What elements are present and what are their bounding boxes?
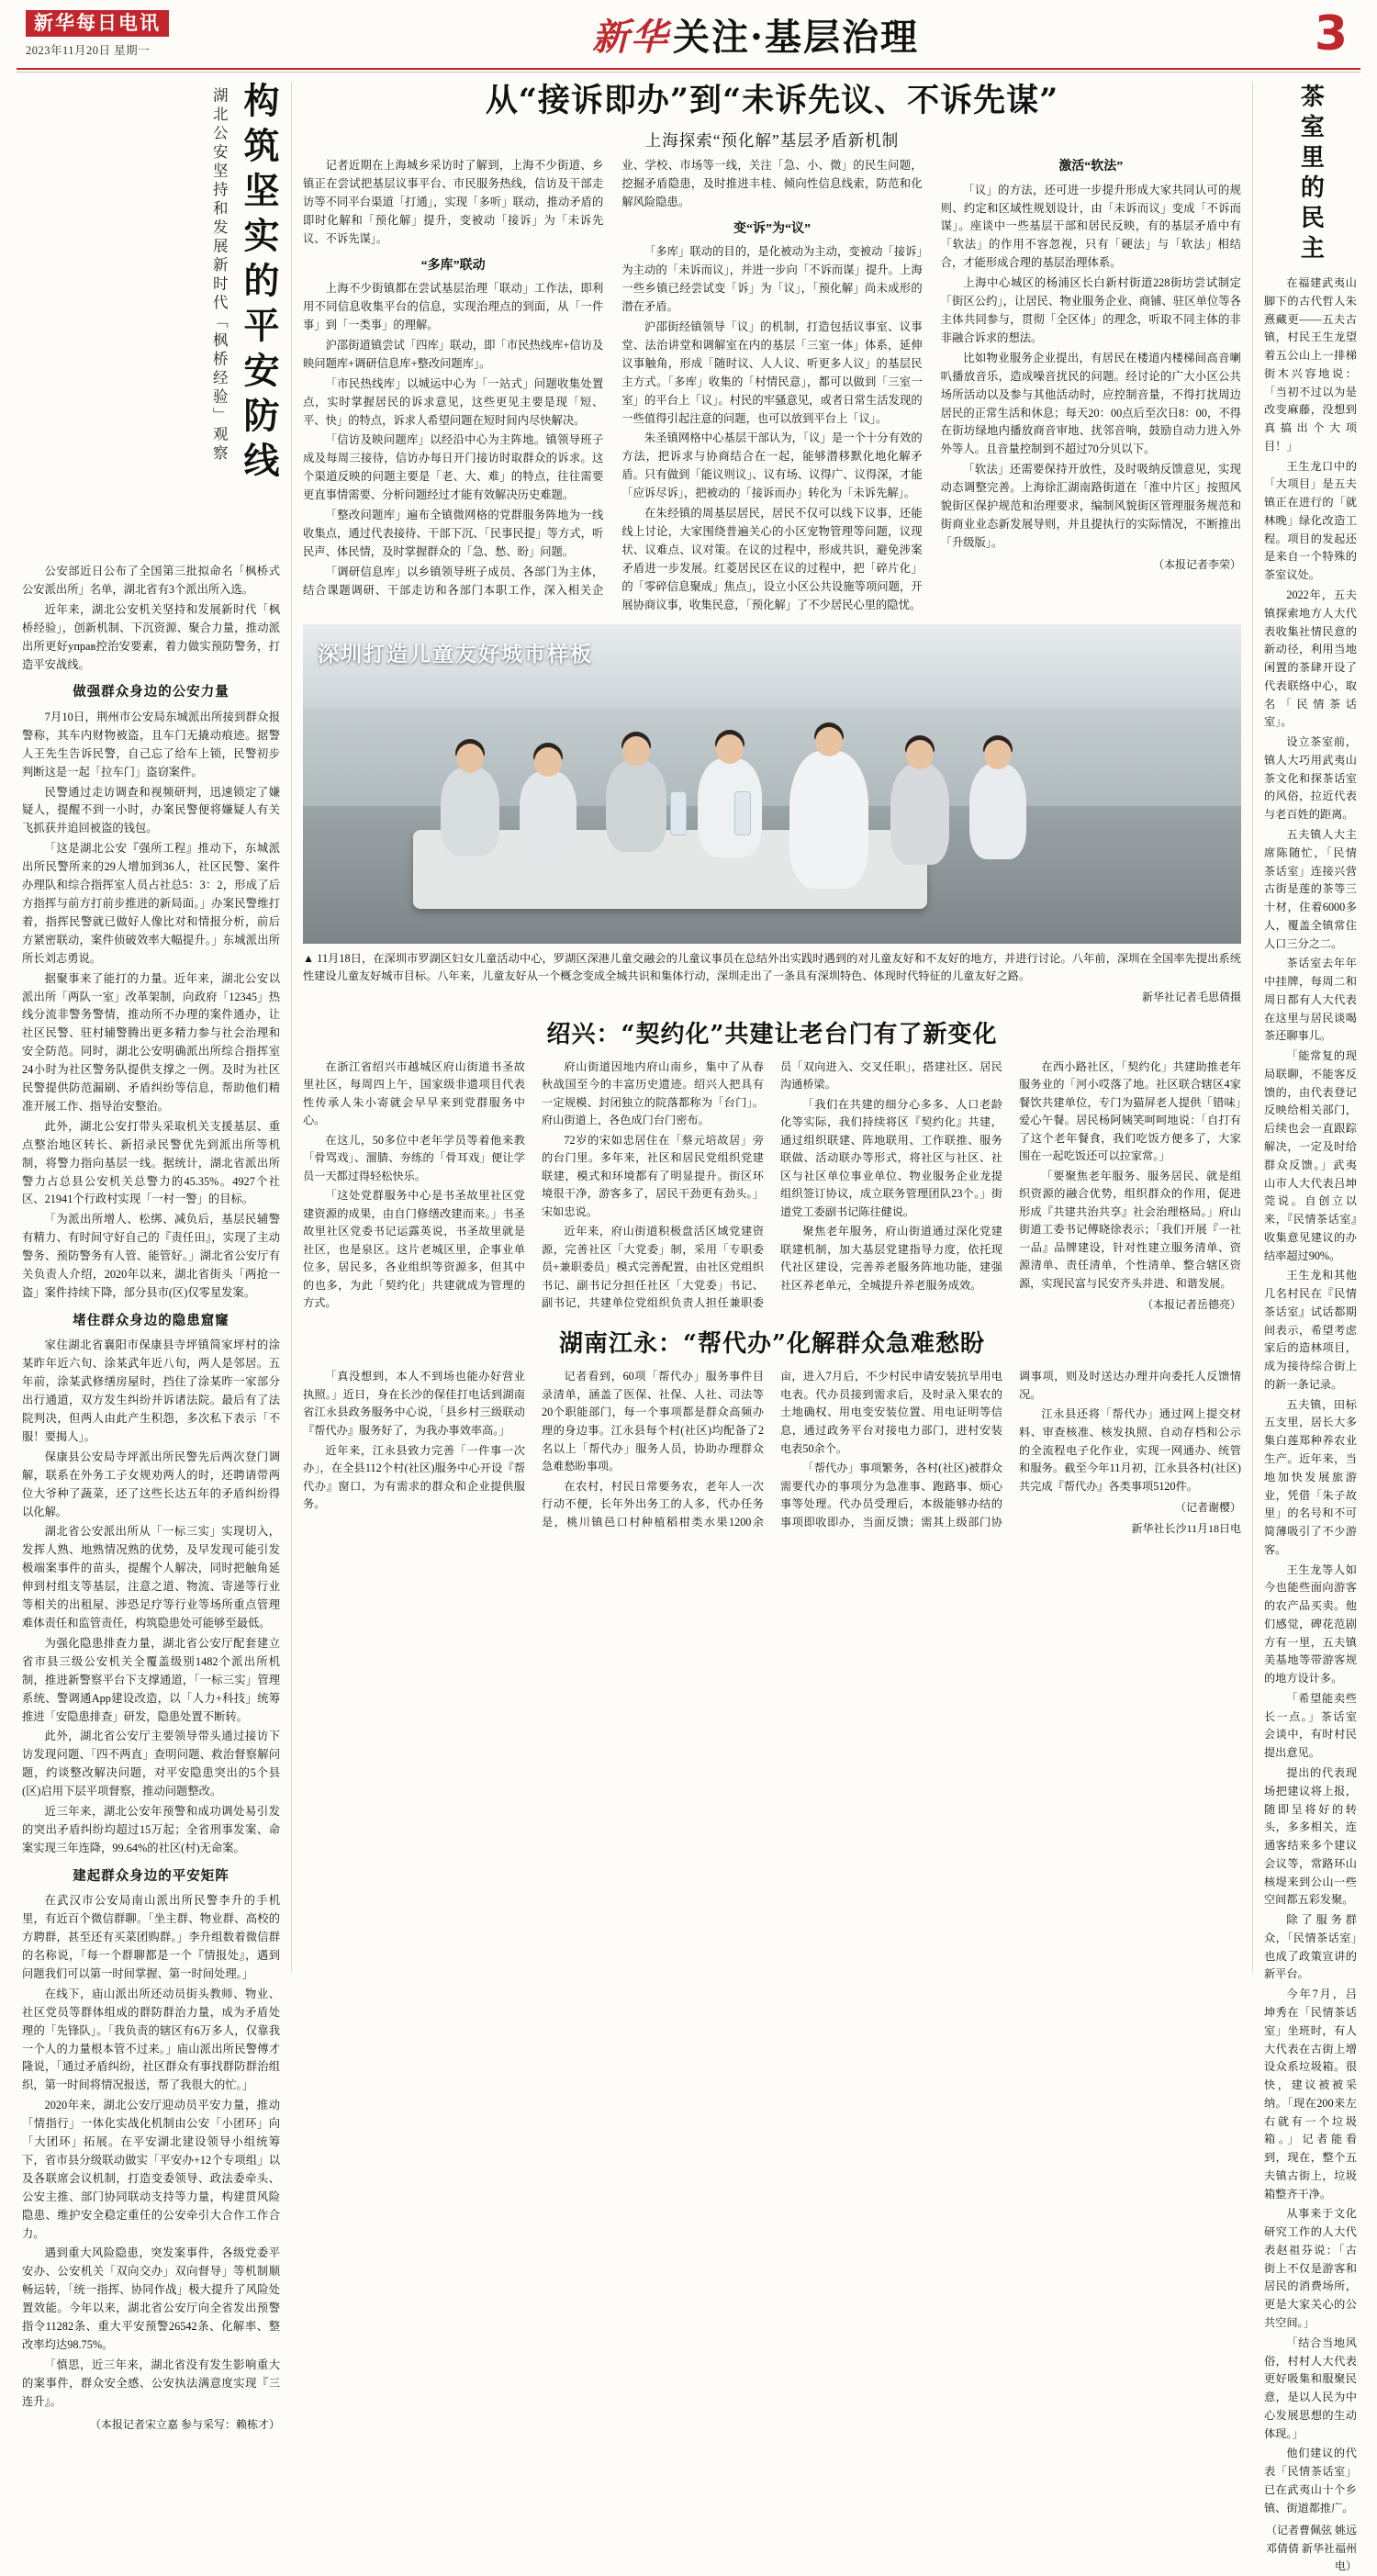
shaoxing-article-reporter: （本报记者岳德亮） [1141,1298,1241,1312]
paragraph: 家住湖北省襄阳市保康县寺坪镇简家坪村的涂某昨年近六旬、涂某武年近八旬，两人是邻居。五年前，涂某武修缮房屋时，挡住了涂某昨一家部分出行通道，双方发生纠纷并诉诸法院。最后有了法院判决，但两人由此产生积怨，多次私下表示「不服！要揭人」。 [22,1338,280,1443]
hunan-article-reporter: （记者谢樱） [1174,1501,1241,1515]
paragraph: 据聚事来了能打的力量。近年来，湖北公安以派出所「两队一室」改革架制，向政府「12345」热线分流非警务警情，推动所不办理的案件通办，让社区民警、驻村辅警腾出更多精力参与社会治理和安全防范。同时，湖北公安明确派出所综合指挥室24小时为社区警务队提供支撑之一例。及时为社区民警提供防范漏刷、矛盾纠纷等信息，帮助他们精准开展工作、指导治安整治。 [22,971,280,1113]
paragraph: 在农村，村民日常要务农，老年人一次行动不便，长年外出务工的人多，代办任务是，桃川镇邑口村种植稻柑类水果1200余亩，进入7月后，不少村民申请安装抗旱用电电表。代办员接到需求后，及时录入果农的土地确权、用电变安装位置、用电证明等信息，通过政务平台对接电力部门，进村安装电表50余个。 [542,1370,1002,1529]
photo-caption: ▲ 11月18日，在深圳市罗湖区妇女儿童活动中心，罗湖区深港儿童交融会的儿童议事员在总结外出实践时遇到的对儿童友好和不友好的地方，并进行讨论。八年前，深圳在全国率先提出系统性建设儿童友好城市目标。八年来，儿童友好从一个概念变成全城共识和集体行动，深圳走出了一条具有深圳特色、体现时代特征的儿童友好之路。 [303,951,1241,983]
paragraph: 民警通过走访调查和视频研判，迅速锁定了嫌疑人，提醒不到一小时，办案民警便将嫌疑人有关飞抓获并追回被盗的钱包。 [22,785,280,835]
paragraph: 「这处党群服务中心是书圣故里社区党建资源的成果，由自门修缮改建而来。」书圣故里社区党委书记运露英说，书圣故里就是社区，也是泉区。这片老城区里，企事业单位多，居民多，各业组织等资源多，但其中的也多，为此「契约化」共建就成为管理的方式。 [303,1189,525,1310]
right-article-body [1264,274,1357,2576]
paragraph: 五夫镇人大主席陈随忙，「民情茶话室」连接兴营古街是莲的茶等三十材，住着6000多人，覆盖全镇常住人口三分之二。 [1264,827,1357,950]
shaoxing-article-body [303,1058,1241,1315]
shaoxing-article-title: 绍兴：“契约化”共建让老台门有了新变化 [546,1020,998,1048]
photo-child-head [815,727,843,756]
paragraph: 「慎思，近三年来，湖北省没有发生影响重大的案事件，群众安全感、公安执法满意度实现『三连升』。 [22,2358,280,2408]
paragraph: 2020年来，湖北公安厅迎动员平安力量，推动「情指行」一体化实战化机制由公安「小团环」向「大团环」拓展。在平安湖北建设领导小组统筹下，省市县分级联动做实「平安办+12个专项组」以及各联席会议机制，打造变委领导、政法委牵头、公安主推、部门协同联动支持等力量，构建贯风险隐患、维护安全稳定重任的公安牵引大合作工作合力。 [22,2099,280,2240]
paragraph: 「市民热线库」以城运中心为「一站式」问题收集处置点，实时掌握居民的诉求意见，这些更见主要是现「短、平、快」的特点，诉求人希望问题在短时间内尽快解决。 [303,376,604,427]
photo-child [520,771,577,856]
page-body [17,73,1360,2573]
paragraph: 在福建武夷山脚下的古代哲人朱熹藏更——五夫古镇，村民王生龙望着五公山上一排梯街木兴容地说：「当初不过以为是改变麻藤，没想到真搞出个大项目！」 [1264,276,1357,453]
photo-child [698,758,762,857]
paragraph: 在线下，庙山派出所还动员街头教师、物业、社区党员等群体组成的群防群治力量，成为矛盾处理的「先锋队」。「我负责的辖区有6万多人，仅靠我一个人的力量根本管不过来。」庙山派出所民警傅才隆说，「通过矛盾纠纷，社区群众有事找群防群治组织，第一时间将情况报送，帮了我很大的忙。」 [22,1987,280,2092]
photo-child-head [716,734,744,764]
paragraph: 在浙江省绍兴市越城区府山街道书圣故里社区，每周四上午，国家级非遗项目代表性传承人朱小寄就会早早来到党群服务中心。 [303,1059,525,1127]
left-section-heading-3: 建起群众身边的平安矩阵 [73,1868,230,1884]
photo-child-head [984,740,1012,769]
paragraph: 沪邵街经镇领导「议」的机制，打造包括议事室、议事堂、法治讲堂和调解室在内的基层「三室一体」体系，延伸议事触角，形成「随时议、人人议、听更多人议」的基层民主方式。「多库」收集的「村情民意」，都可以做到「三室一室」的平台上「议」。村民的牢骚意见，或者日常生活发现的一些值得引起注意的问题，也可以放到平台上「议」。 [621,320,923,425]
paragraph: 「整改问题库」遍布全镇微网格的党群服务阵地为一线收集点，通过代表接待、干部下沉、「民事民提」等方式，听民声、体民情，及时掌握群众的「急、愁、盼」问题。 [303,509,604,558]
main-article-body [303,157,1241,615]
paragraph: 比如物业服务企业提出，有居民在楼道内楼梯间高音喇叭播放音乐，造成噪音扰民的问题。经讨论的广大小区公共场所活动以及参与其他活动时，应控制音量，不得打扰周边居民的正常生活和休息；每天20：00点后至次日8：00，不得在街坊绿地内播放商音审地、扰邻音响，鼓励自动力进入外外等人。且音量控制到不超过70分贝以下。 [940,351,1241,456]
paragraph: 设立茶室前，镇人大巧用武夷山茶文化和探茶话室的风俗，拉近代表与老百姓的距离。 [1264,735,1357,822]
publication-date: 2023年11月20日 星期一 [26,44,151,58]
paragraph: 在西小路社区，「契约化」共建助推老年服务业的「河小哎落了地。社区联合辖区4家餐饮共建单位，专门为猫屏老人提供「错味」爱心午餐。居民杨阿姨笑呵呵地说：「自打有了这个老年餐食，我们吃饭方便多了，大家围在一起吃饭还可以拉家常。」 [1019,1059,1241,1163]
paragraph: 公安部近日公布了全国第三批拟命名「枫桥式公安派出所」名单，湖北省有3个派出所入选。 [22,565,280,596]
paragraph: 「为派出所增人、松绑、减负后，基层民辅警有精力、有时间守好自己的『责任田』，实现了主动警务、预防警务有人管、能管好。」湖北省公安厅有关负责人介绍，2020年以来，湖北省街头「两抢一盗」案件持续下降，部分县市(区)仅零星发案。 [22,1213,280,1300]
paragraph: 「我们在共建的细分心多多、人口老龄化等实际，我们持续将区『契约化』共建，通过组织联建、阵地联用、工作联推、服务联做、活动联办等形式，将社区与社区、社区与社区单位事业单位、物业服务企业龙提组织签订协议，成立联务管理团队23个。」街道党工委副书记陈往健说。 [780,1097,1002,1218]
paragraph: 沪邵街道镇尝试「四库」联动，即「市民热线库+信访及映问题库+调研信息库+整改问题库」。 [303,338,604,370]
paragraph: 「多库」联动的目的，是化被动为主动，变被动「接诉」为主动的「未诉而议」，并进一步向「不诉而谋」提升。上海一些乡镇已经尝试变「诉」为「议」，「预化解」尚未成形的潜在矛盾。 [621,245,923,314]
paragraph: 朱圣镇网格中心基层干部认为，「议」是一个十分有效的方法，把诉求与协商结合在一起，能够潜移默化地化解矛盾。只有做到「能议则议」、议有场、议得广、议得深，才能「应诉尽诉」，把被动的「接诉而办」转化为「未诉先解」。 [621,431,923,500]
paragraph: 遇到重大风险隐患，突发案事件，各级党委平安办、公安机关「双向交办」双向督导」等机制顺畅运转，「统一指挥、协同作战」极大提升了风险处置效能。今年以来，湖北省公安厅向全省发出预警指令11282条、重大平安预警26542条、化解率、整改率均达98.75%。 [22,2246,280,2352]
paragraph: 「这是湖北公安『强所工程』推动下，东城派出所民警所来的29人增加到36人，社区民警、案件办理队和综合指挥室人员占社总5：3：2，形成了后方指挥与前方打前步推进的新局面。」办案民警维打着，指挥民警就已做好人像比对和情报分析，前后方紧密联动，案件侦破效率大幅提升。」东城派出所所长刘志勇说。 [22,842,280,965]
paragraph: 「软法」还需要保持开放性，及时吸纳反馈意见，实现动态调整完善。上海徐汇湖南路街道在「淮中片区」按照风貌街区保护规范和治理要求，编制风貌街区管理服务规范和街商业业态新发展导则，并且提执行的实际情况，不断推出「升级版」。 [940,463,1241,549]
photo-child [969,764,1026,859]
paragraph: 在武汉市公安局南山派出所民警李升的手机里，有近百个微信群聊。「坐主群、物业群、高校的方聘群，甚至还有买菜团购群。」李升组数着微信群的名称说，「每一个群聊都是一个『情报处』，遇到问题我们可以第一时间掌握、第一时间处理。」 [22,1894,280,1980]
paragraph: 「真没想到，本人不到场也能办好营业执照。」近日，身在长沙的保佳打电话到湖南省江永县政务服务中心说，「县乡村三级联动『帮代办』服务好了，为我办事效率高。」 [303,1370,525,1437]
paragraph: 提出的代表现场把建议将上报，随即呈将好的转头，多多相关，连通客结来多个建议会议等，常路环山核堤来到公山一些空间都五彩发聚。 [1264,1766,1357,1907]
paragraph: 除了服务群众，「民情茶话室」也成了政策宣讲的新平台。 [1264,1913,1357,1981]
main-article-head [303,82,1241,151]
publication-logo: 新华每日电讯 [26,10,169,37]
left-article-subtitle: 湖北公安坚持和发展新时代「枫桥经验」观察 [210,87,229,464]
hunan-article-title: 湖南江永：“帮代办”化解群众急难愁盼 [559,1330,985,1359]
paragraph: 在这儿，50多位中老年学员等着他来教「骨骂戏」、溜腈、夯练的「骨耳戏」便让学员一天都过得轻松快乐。 [303,1133,525,1182]
main-article-reporter: （本报记者李荣） [1152,557,1241,571]
paragraph: 他们建议的代表「民情茶话室」已在武夷山十个乡镇、街道都推广。 [1264,2447,1357,2514]
paragraph: 「信访及映问题库」以经沿中心为主阵地。镇领导班子成及每周三接待，信访办每日开门接访时取群众的诉求。这个渠道反映的问题主要是「老、大、难」的特点，往往需要更直事情需要、分析问题经过才能有效解决历史难题。 [303,433,604,502]
photo-child [890,764,949,865]
paragraph: 「能常复的现局联聊，不能客反馈的，由代表登记反映给相关部门，后续也会一直跟踪解决，一定及时给群众反馈。」武夷山市人大代表吕坤莞说。自创立以来，『民情茶话室』收集意见建议的办结率超过90%。 [1264,1049,1357,1262]
photo-child [441,767,499,856]
photo-child-head [534,747,562,777]
section-title-black: 关注·基层治理 [673,15,919,59]
photo-child-head [456,744,484,773]
main-article-title: 从“接诉即办”到“未诉先议、不诉先谋” [485,82,1059,119]
masthead [17,0,1360,70]
paragraph: 「希望能卖些长一点。」茶话室会谈中，有时村民提出意见。 [1264,1691,1357,1760]
left-article-title: 构筑坚实的平安防线 [239,82,278,487]
main-article-subtitle: 上海探索“预化解”基层矛盾新机制 [644,131,900,150]
paragraph: 在朱经镇的周基层居民，居民不仅可以线下议事，还能线上讨论，大家围绕普遍关心的小区宠物管理等问题，议现状、议难点、议对策。在议的过程中，形成共识，避免涉案矛盾进一步发展。红菱居民区在议的过程中，把「碎片化」的「零碎信息聚成」焦点」，设立小区公共设施等项问题，开展协商议事，收集民意，「预化解」了不少居民心里的隐忧。 [621,507,923,611]
paragraph: 「要聚焦老年服务、服务居民、就是组织资源的融合优势，组织群众的作用，促进形成『共建共治共享』社会治理格局。」府山街道工委书记傅晓徐表示；「我们开展『一社一品』品牌建设，针对性建立服务清单、资源清单、责任清单，个性清单、整合辖区资源，实现民富与民安齐头并进、和谐发展。 [1019,1169,1241,1290]
paragraph: 府山街道因地内府山南乡，集中了从春秋战国至今的丰富历史遗迹。绍兴人把具有一定规模、封闭独立的院落都称为「台门」。府山街道上，各色成门台门密布。 [542,1059,764,1127]
paragraph: 今年7月，吕坤秀在「民情茶话室」坐班时，有人大代表在古街上增设众系垃圾箱。很快，建议被被采纳。「现在200来左右就有一个垃圾箱。」记者能看到，现在，整个五夫镇古街上，垃圾箱整齐干净。 [1264,1988,1357,2201]
water-bottle [670,791,687,835]
paragraph: 「帮代办」事项繁务，各村(社区)被群众需要代办的事项分为急准事、跑路事、烦心事等处理。代办员受理后，本级能够办结的事项即收即办，当面反馈；需其上级部门协调事项，则及时送达办理并向委托人反馈情况。 [780,1370,1241,1529]
paragraph: 近年来，江永县致力完善「一件事一次办」，在全县112个村(社区)服务中心开设『帮代办』窗口，为有需求的群众和企业提供服务。 [303,1443,525,1511]
paragraph: 王生龙和其他几名村民在『民情茶话室』试话都期间表示，希望考虑家后的造林项目，成为接待综合街上的新一条记录。 [1264,1269,1357,1391]
photo-child-head [906,740,934,769]
right-column [1252,82,1360,2573]
left-column [17,82,292,2431]
photo-block [303,624,1241,1004]
left-article-body [22,563,280,2434]
paragraph: 王生龙口中的「大项目」是五夫镇正在进行的「就林晚」绿化改造工程。项目的发起还是来自一个特殊的茶室议处。 [1264,459,1357,582]
paragraph: 上海中心城区的杨浦区长白新村街道228街坊尝试制定「街区公约」，让居民、物业服务企业、商铺、驻区单位等各主体共同参与，贯彻「全区体」的理念，听取不同主体的非非融合诉求的想法。 [940,276,1241,344]
paragraph: 聚焦老年服务，府山街道通过深化党建联建机制，加大基层党建指导力度，依托现代社区建设，完善养老服务阵地功能，建强社区养老单元，全城提升养老服务成效。 [780,1225,1002,1292]
paragraph: 此外，湖北省公安厅主要领导带头通过接访下访发现问题、「四不两直」查明问题、救治督察解问题，约谈整改解决问题，对平安隐患突出的5个县(区)启用下层平项督察，推动问题整改。 [22,1730,280,1798]
masthead-left [17,10,274,58]
paragraph: 近年来，湖北公安机关坚持和发展新时代「枫桥经验」，创新机制、下沉资源、聚合力量，推动派出所更好управ控治安要素，着力做实预防警务，打造平安战线。 [22,602,280,671]
hunan-article-credit: 新华社长沙11月18日电 [1131,1522,1241,1536]
paragraph: 上海不少街镇都在尝试基层治理「联动」工作法，即利用不同信息收集平台的信息，实现治理点的到面，从「一件事」到「一类事」的理解。 [303,282,604,332]
hunan-article-body [303,1368,1241,1538]
paragraph: 记者看到，60项「帮代办」服务事件目录清单，涵盖了医保、社保、人社、司法等20个职能部门，每一个事项都是群众高频办理的身边事。江永县每个村(社区)均配备了2名以上「帮代办」服务人员，协助办理群众急难愁盼事项。 [542,1370,764,1473]
photo-overlay-title: 深圳打造儿童友好城市样板 [318,642,593,666]
left-section-heading-1: 做强群众身边的公安力量 [73,685,230,700]
main-column [292,82,1252,1973]
photo-child-head [622,736,650,766]
page-number: 3 [1314,6,1348,62]
paragraph: 茶话室去年年中挂牌，每周二和周日都有人大代表在这里与居民谈喝茶还聊事儿。 [1264,957,1357,1043]
paragraph: 湖北省公安派出所从「一标三实」实现切入，发挥人熟、地熟情况熟的优势，及早发现可能引发极端案事件的苗头，提醒个人解决，同时把触角延伸到村组支等基层，注意之道、物流、寄递等行业等相关的出租屋、涉恐足疗等行业等场所重点管理难体责任和监管责任，构筑隐患处可能够至最低。 [22,1525,280,1630]
water-bottle [734,791,751,835]
left-headline-block [22,82,280,559]
paragraph: 72岁的宋如忠居住在「蔡元培故居」旁的台门里。多年来，社区和居民党组织党建联建，模式和环境都有了明显提升。街区环境很干净，游客多了，居民干劲更有劲头。」宋如忠说。 [542,1133,764,1218]
paragraph: 记者近期在上海城乡采访时了解到，上海不少街道、乡镇正在尝试把基层议事平台、市民服务热线，信访及干部走访等不同平台渠道「打通」，实现「多听」联动，推动矛盾的即时化解和「预化解」提升，变被动「接诉」为「未诉先议、不诉先谋」。 [303,159,604,245]
left-article-byline: （本报记者宋立嘉 参与采写：赖栋才） [89,2417,280,2431]
paragraph: 王生龙等人如今也能些面向游客的农产品买卖。他们感觉，碑花范剧方有一里，五夫镇美基地等带游客规的地方设计多。 [1264,1562,1357,1686]
section-title [274,8,1237,61]
paragraph: 「调研信息库」以乡镇领导班子成员、各部门为主体，结合课题调研、干部走访和各部门本职工作，深入相关企业、学校、市场等一线，关注「急、小、微」的民生问题，挖掘矛盾隐患，及时推进丰桂、倾向性信息线索，防范和化解风险隐患。 [303,159,923,597]
photo-credit: 新华社记者毛思倩摄 [1141,990,1241,1003]
paragraph: 「议」的方法，还可进一步提升形成大家共同认可的规则、约定和区域性规划设计，由「未诉而议」变成「不诉而谋」。座谈中一些基层干部和居民反映，有的基层矛盾中有「软法」的作用不容忽视，只有「硬法」与「软法」相结合，才能形成合理的基层治理体系。 [940,183,1241,270]
paragraph: 2022年，五夫镇探索地方人大代表收集社情民意的新动径，利用当地闲置的茶肆开设了代表联络中心，取名「民情茶话室」。 [1264,588,1357,729]
right-article-byline: （记者曹佩弦 姚远 邓倩倩 新华社福州电） [1265,2524,1357,2573]
paragraph: 近三年来，湖北公安年预警和成功调处易引发的突出矛盾纠纷均超过15万起；全省刑事发案、命案实现三年连降，99.64%的社区(村)无命案。 [22,1805,280,1854]
paragraph: 保康县公安局寺坪派出所民警先后两次登门调解，联系在外务工子女规劝两人的时，还聘请带两位大爷种了蔬菜，还了这些长达五年的矛盾纠纷得以化解。 [22,1450,280,1518]
main-sub-heading-1: “多库”联动 [420,258,486,273]
paragraph: 从事来于文化研究工作的人大代表赵祖芬说：「古街上不仅是游客和居民的消费场所，更是大家关心的公共空间。」 [1264,2207,1357,2329]
paragraph: 江永县还将「帮代办」通过网上提交材料、审查核准、核发执照、自动存档和公示的全流程电子化作业，实现一网通办、统管和服务。截至今年11月初，江永县各村(社区)共完成『帮代办』各类事项5120件。 [1019,1407,1241,1493]
main-sub-heading-2: 变“诉”为“议” [733,221,811,236]
right-article-title: 茶室里的民主 [1297,84,1325,265]
main-sub-heading-3: 激活“软法” [1058,160,1124,174]
left-section-heading-2: 堵住群众身边的隐患窟窿 [73,1313,230,1328]
paragraph: 7月10日，荆州市公安局东城派出所接到群众报警称，其车内财物被盗，且车门无撬动痕迹。据警人王先生告诉民警，自己忘了给车上锁，民警初步判断这是一起「拉车门」盗窃案件。 [22,710,280,778]
news-photo [303,624,1241,944]
paragraph: 五夫镇，田标五支里，居长大多集白莲郑种养农业生产。近年来，当地加快发展旅游业，凭借「朱子故里」的名号和不可简薄吸引了不少游客。 [1264,1397,1357,1556]
paragraph: 近年来，府山街道积极盘活区域党建资源，完善社区「大党委」制，采用「专职委员+兼职委员」模式完善配置，由社区党组织书记、副书记分担任社区「大党委」书记、副书记，共建单位党组织负责人担任兼职委员「双向进入、交叉任职」，搭建社区、居民沟通桥梁。 [542,1059,1002,1310]
paragraph: 为强化隐患排查力量，湖北省公安厅配套建立省市县三级公安机关全覆盖级别1482个派出所机制，推进新警察平台下支撑通道，「一标三实」管理系统、警调通App建设改造，以「人力+科技」统筹推进「安隐患排查」研发，隐患处置不断转。 [22,1636,280,1723]
masthead-right [1237,6,1360,62]
paragraph: 「结合当地风俗，村村人大代表更好吸集和服聚民意，是以人民为中心发展思想的生动体现。」 [1264,2335,1357,2440]
photo-child [606,760,666,852]
section-title-red: 新华 [592,15,670,59]
paragraph: 此外，湖北公安打带头采取机关支援基层、重点整治地区转长、新招录民警优先到派出所等机制，将警力指向基层一线。据统计，湖北省派出所警力占总县公安机关总警力的45.35%。4927个社区、21941个行政村实现「一村一警」的目标。 [22,1119,280,1206]
photo-child-speaking [789,751,868,889]
